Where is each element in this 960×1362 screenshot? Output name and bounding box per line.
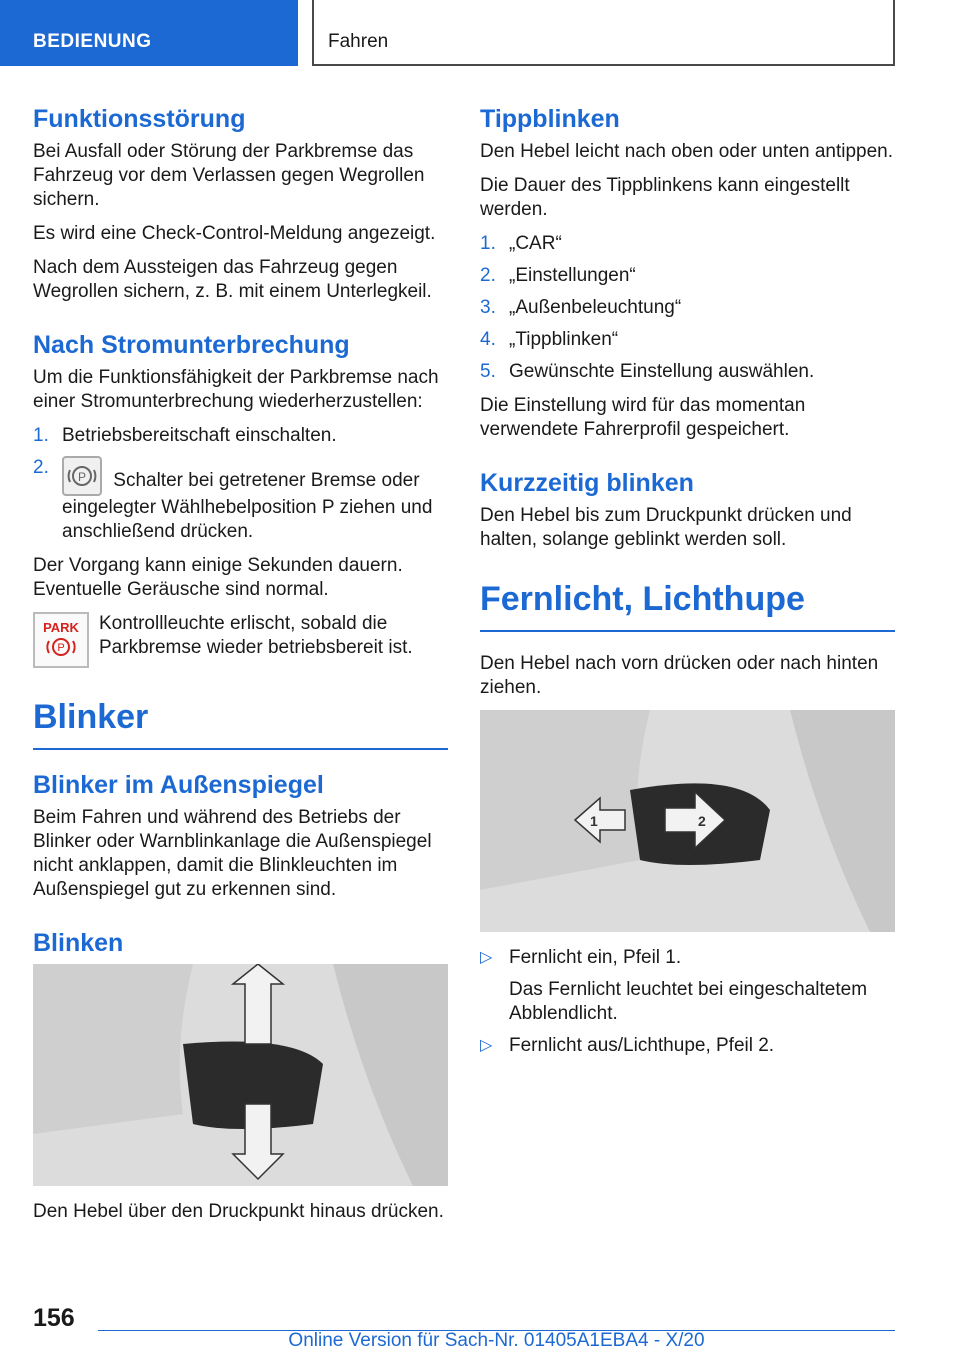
step-text: Betriebsbereitschaft einschalten. (62, 425, 337, 446)
steps-list (480, 232, 895, 384)
paragraph: Um die Funktionsfähigkeit der Parkbremse nach einer Stromunterbrechung wiederherzustellen: (33, 367, 439, 412)
svg-text:P: P (77, 470, 87, 484)
step-text: „Tippblinken“ (509, 329, 619, 350)
paragraph: Den Hebel nach vorn drücken oder nach hinten ziehen. (480, 653, 879, 698)
parking-brake-switch-icon (62, 456, 102, 496)
step-number: 4. (480, 329, 496, 350)
steps-list (33, 424, 448, 544)
paragraph: Bei Ausfall oder Störung der Parkbremse das Fahrzeug vor dem Verlassen gegen Wegrollen sichern. (33, 141, 425, 210)
park-icon-label: PARK (43, 620, 79, 635)
heading-rule (480, 630, 895, 632)
right-column (480, 104, 895, 1066)
paragraph: Den Hebel bis zum Druckpunkt drücken und halten, solange geblinkt werden soll. (480, 505, 852, 550)
step-number: 5. (480, 361, 496, 382)
page-number: 156 (33, 1304, 75, 1332)
step-number: 2. (33, 457, 49, 478)
heading-fernlicht-lichthupe: Fernlicht, Lichthupe (480, 580, 805, 618)
bullet-text: Fernlicht aus/Lichthupe, Pfeil 2. (509, 1035, 775, 1056)
list-item (480, 232, 895, 256)
park-indicator-note (33, 612, 448, 670)
paragraph: Der Vorgang kann einige Sekunden dauern. Eventuelle Geräusche sind normal. (33, 555, 403, 600)
step-number: 2. (480, 265, 496, 286)
heading-blinken: Blinken (33, 929, 124, 957)
paragraph: Kontrollleuchte erlischt, sobald die Parkbremse wieder betriebsbereit ist. (99, 613, 413, 658)
step-number: 1. (33, 425, 49, 446)
left-column (33, 104, 448, 1234)
step-text: „Außenbeleuchtung“ (509, 297, 682, 318)
section-tab (0, 0, 298, 66)
figure-high-beam-lever (480, 710, 895, 932)
step-text: Gewünschte Einstellung auswählen. (509, 361, 815, 382)
list-item (480, 328, 895, 352)
section-label: BEDIENUNG (33, 31, 152, 52)
paragraph: Es wird eine Check-Control-Meldung angezeigt. (33, 223, 436, 244)
heading-kurzzeitig-blinken: Kurzzeitig blinken (480, 469, 694, 497)
paragraph: Den Hebel leicht nach oben oder unten antippen. (480, 141, 894, 162)
page-footer (0, 1298, 960, 1362)
heading-funktionsstoerung: Funktionsstörung (33, 105, 246, 133)
list-item (480, 946, 895, 1026)
paragraph: Die Einstellung wird für das momentan verwendete Fahrerprofil gespeichert. (480, 395, 806, 440)
list-item (480, 1034, 895, 1058)
list-item (480, 360, 895, 384)
paragraph: Nach dem Aussteigen das Fahrzeug gegen Wegrollen sichern, z. B. mit einem Unterlegkeil. (33, 257, 432, 302)
heading-tippblinken: Tippblinken (480, 105, 620, 133)
figure-turn-signal-lever (33, 964, 448, 1186)
bullet-text: Fernlicht ein, Pfeil 1. (509, 947, 682, 968)
step-number: 3. (480, 297, 496, 318)
heading-nach-stromunterbrechung: Nach Stromunterbrechung (33, 331, 350, 359)
list-item (33, 456, 448, 544)
park-warning-icon (33, 612, 89, 668)
step-text: „Einstellungen“ (509, 265, 636, 286)
step-text: Schalter bei getretener Bremse oder eingelegter Wählhebelposition P ziehen und anschließend drücken. (62, 470, 433, 542)
heading-blinker: Blinker (33, 698, 149, 736)
chapter-label: Fahren (328, 31, 389, 52)
paragraph: Die Dauer des Tippblinkens kann eingestellt werden. (480, 175, 850, 220)
list-item (33, 424, 448, 448)
triangle-bullet-icon: ▷ (480, 949, 493, 966)
chapter-tab (312, 0, 895, 66)
list-item (480, 296, 895, 320)
park-icon-letter: P (57, 642, 65, 654)
bullet-list (480, 946, 895, 1058)
list-item (480, 264, 895, 288)
triangle-bullet-icon: ▷ (480, 1037, 493, 1054)
heading-rule (33, 748, 448, 750)
step-number: 1. (480, 233, 496, 254)
arrow-label-2: 2 (698, 813, 706, 829)
paragraph: Beim Fahren und während des Betriebs der Blinker oder Warnblinkanlage die Außenspiegel nicht anklappen, damit die Blinkleuchten im Außenspiegel gut zu erkennen sind. (33, 807, 432, 900)
footer-text: Online Version für Sach-Nr. 01405A1EBA4 - X/20 (288, 1330, 705, 1351)
heading-blinker-im-aussenspiegel: Blinker im Außenspiegel (33, 771, 324, 799)
bullet-subtext: Das Fernlicht leuchtet bei eingeschaltetem Abblendlicht. (509, 979, 868, 1024)
arrow-label-1: 1 (590, 813, 598, 829)
step-text: „CAR“ (509, 233, 562, 254)
figure-caption: Den Hebel über den Druckpunkt hinaus drücken. (33, 1201, 444, 1222)
